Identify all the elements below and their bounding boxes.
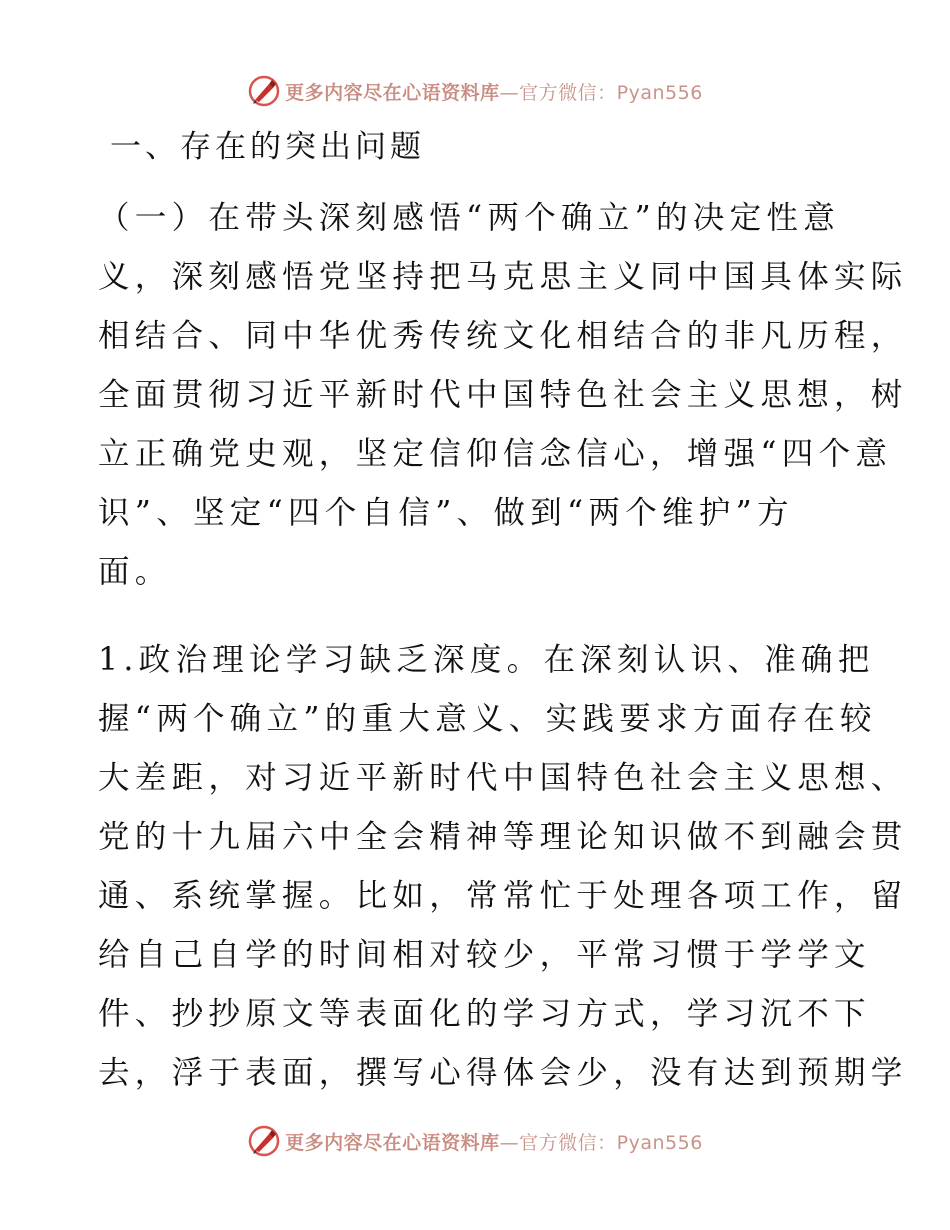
text-line: 大差距，对习近平新时代中国特色社会主义思想、: [98, 760, 908, 796]
document-body: [98, 122, 908, 1103]
text-line: 给自己自学的时间相对较少，平常习惯于学学文: [98, 937, 871, 973]
text-line: 握“两个确立”的重大意义、实践要求方面存在较: [98, 701, 877, 737]
text-line: 义，深刻感悟党坚持把马克思主义同中国具体实际: [98, 259, 908, 295]
text-line: 立正确党史观，坚定信仰信念信心，增强“四个意: [98, 436, 893, 472]
text-line: 1.政治理论学习缺乏深度。在深刻认识、准确把: [98, 642, 875, 678]
text-line: 识”、坚定“四个自信”、做到“两个维护”方: [98, 495, 794, 531]
pen-logo-icon: [247, 1124, 281, 1158]
section-heading: 一、存在的突出问题: [110, 129, 425, 165]
text-line: （一）在带头深刻感悟“两个确立”的决定性意: [98, 200, 841, 236]
watermark-text: 更多内容尽在心语资料库—官方微信：Pyan556: [285, 81, 703, 104]
text-line: 面。: [98, 554, 172, 590]
pen-logo-icon: [247, 74, 281, 108]
text-line: 通、系统掌握。比如，常常忙于处理各项工作，留: [98, 878, 908, 914]
paragraph-1: [98, 189, 908, 602]
text-line: 党的十九届六中全会精神等理论知识做不到融会贯: [98, 819, 908, 855]
watermark-banner-bottom: [0, 1121, 950, 1161]
paragraph-2: [98, 631, 908, 1103]
text-line: 相结合、同中华优秀传统文化相结合的非凡历程，: [98, 318, 908, 354]
text-line: 全面贯彻习近平新时代中国特色社会主义思想，树: [98, 377, 908, 413]
watermark-text: 更多内容尽在心语资料库—官方微信：Pyan556: [285, 1131, 703, 1154]
watermark-banner-top: [0, 71, 950, 111]
text-line: 件、抄抄原文等表面化的学习方式，学习沉不下: [98, 996, 871, 1032]
text-line: 去，浮于表面，撰写心得体会少，没有达到预期学: [98, 1055, 908, 1091]
